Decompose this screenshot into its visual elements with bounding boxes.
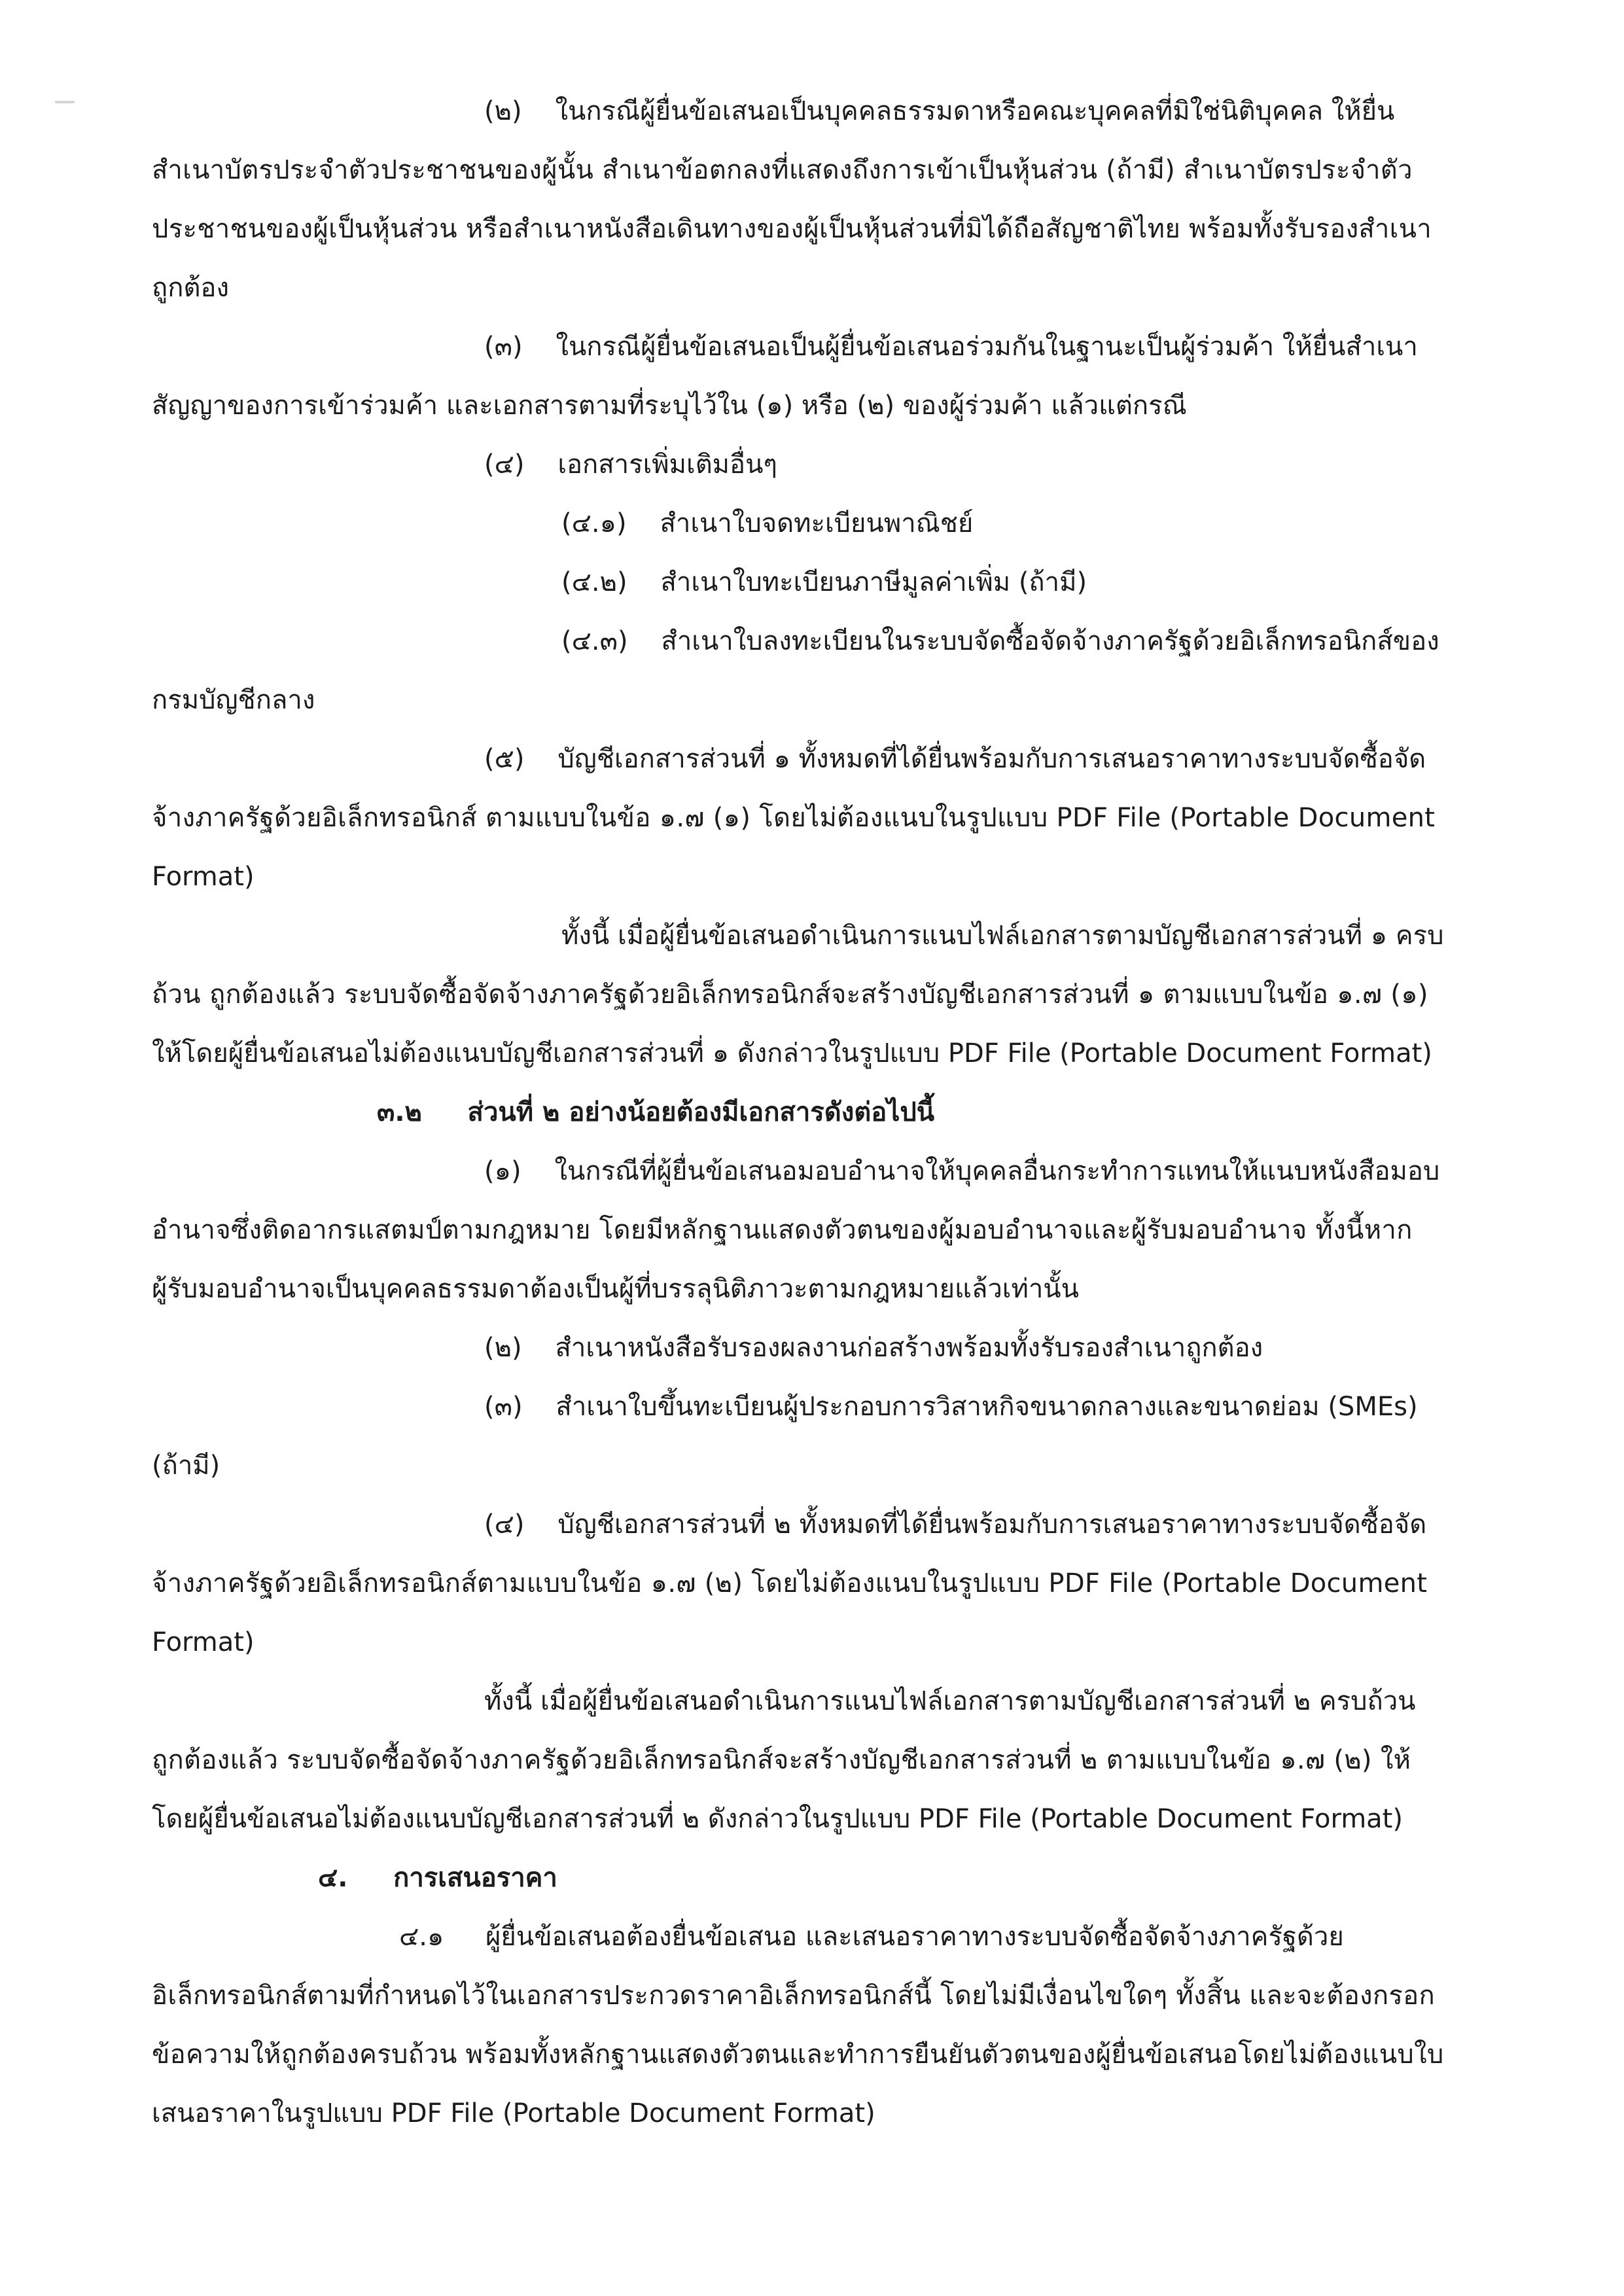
q2-text: สำเนาหนังสือรับรองผลงานก่อสร้างพร้อมทั้งรับรองสำเนาถูกต้อง: [555, 1333, 1263, 1363]
p4-2-text: สำเนาใบทะเบียนภาษีมูลค่าเพิ่ม (ถ้ามี): [660, 567, 1087, 597]
q1-line-1: [484, 1153, 1439, 1190]
q1-line-2: อำนาจซึ่งติดอากรแสตมป์ตามกฎหมาย โดยมีหลักฐานแสดงตัวตนของผู้มอบอำนาจและผู้รับมอบอำนาจ ทั้งนี้หาก: [152, 1215, 1413, 1245]
p4-marker: (๔): [484, 450, 525, 480]
p3-marker: (๓): [484, 332, 523, 362]
q4-marker: (๔): [484, 1510, 525, 1540]
p5-note-line-1: ทั้งนี้ เมื่อผู้ยื่นข้อเสนอดำเนินการแนบไฟล์เอกสารตามบัญชีเอกสารส่วนที่ ๑ ครบ: [561, 921, 1444, 951]
q3-line-2: (ถ้ามี): [152, 1451, 221, 1481]
s41-line-2: อิเล็กทรอนิกส์ตามที่กำหนดไว้ในเอกสารประกวดราคาอิเล็กทรอนิกส์นี้ โดยไม่มีเงื่อนไขใดๆ ทั้งสิ้น และจะต้องกรอก: [152, 1981, 1435, 2011]
p4-line: [484, 446, 777, 483]
p2-line-4: ถูกต้อง: [152, 273, 229, 303]
p4-1-marker: (๔.๑): [561, 508, 627, 539]
p3-text-1: ในกรณีผู้ยื่นข้อเสนอเป็นผู้ยื่นข้อเสนอร่วมกันในฐานะเป็นผู้ร่วมค้า ให้ยื่นสำเนา: [556, 332, 1418, 362]
p5-line-3: Format): [152, 862, 255, 892]
section-3-2-heading: [377, 1094, 934, 1131]
p3-line-1: [484, 328, 1418, 365]
q4-line-3: Format): [152, 1627, 255, 1657]
p4-1-text: สำเนาใบจดทะเบียนพาณิชย์: [660, 508, 974, 539]
q4-note-line-2: ถูกต้องแล้ว ระบบจัดซื้อจัดจ้างภาครัฐด้วยอิเล็กทรอนิกส์จะสร้างบัญชีเอกสารส่วนที่ ๒ ตามแบบในข้อ ๑.๗ (๒) ให้: [152, 1745, 1411, 1775]
section-3-2-title: ส่วนที่ ๒ อย่างน้อยต้องมีเอกสารดังต่อไปนี้: [467, 1097, 935, 1127]
q2-line: [484, 1330, 1263, 1366]
s41-line-4: เสนอราคาในรูปแบบ PDF File (Portable Document Format): [152, 2098, 875, 2128]
p3-line-2: สัญญาของการเข้าร่วมค้า และเอกสารตามที่ระบุไว้ใน (๑) หรือ (๒) ของผู้ร่วมค้า แล้วแต่กรณี: [152, 391, 1187, 421]
section-4-number: ๔.: [318, 1863, 348, 1893]
q4-note-line-1: ทั้งนี้ เมื่อผู้ยื่นข้อเสนอดำเนินการแนบไฟล์เอกสารตามบัญชีเอกสารส่วนที่ ๒ ครบถ้วน: [484, 1686, 1416, 1716]
q4-note-line-3: โดยผู้ยื่นข้อเสนอไม่ต้องแนบบัญชีเอกสารส่วนที่ ๒ ดังกล่าวในรูปแบบ PDF File (Portable Document Format): [152, 1804, 1403, 1834]
p4-1-line: [561, 505, 973, 542]
p2-line-1: [484, 93, 1394, 130]
p5-text-1: บัญชีเอกสารส่วนที่ ๑ ทั้งหมดที่ได้ยื่นพร้อมกับการเสนอราคาทางระบบจัดซื้อจัด: [557, 744, 1426, 774]
p5-note-line-3: ให้โดยผู้ยื่นข้อเสนอไม่ต้องแนบบัญชีเอกสารส่วนที่ ๑ ดังกล่าวในรูปแบบ PDF File (Portable Document Format): [152, 1038, 1432, 1069]
p4-3-marker: (๔.๓): [561, 626, 628, 656]
s41-line-3: ข้อความให้ถูกต้องครบถ้วน พร้อมทั้งหลักฐานแสดงตัวตนและทำการยืนยันตัวตนของผู้ยื่นข้อเสนอโดยไม่ต้องแนบใบ: [152, 2040, 1444, 2070]
s41-number: ๔.๑: [399, 1922, 444, 1952]
p5-note-line-2: ถ้วน ถูกต้องแล้ว ระบบจัดซื้อจัดจ้างภาครัฐด้วยอิเล็กทรอนิกส์จะสร้างบัญชีเอกสารส่วนที่ ๑ ตามแบบในข้อ ๑.๗ (๑): [152, 980, 1428, 1010]
section-3-2-number: ๓.๒: [377, 1097, 422, 1127]
p5-line-2: จ้างภาครัฐด้วยอิเล็กทรอนิกส์ ตามแบบในข้อ ๑.๗ (๑) โดยไม่ต้องแนบในรูปแบบ PDF File (Portable Document: [152, 803, 1436, 833]
scan-speck: [55, 101, 75, 103]
p5-marker: (๕): [484, 744, 525, 774]
q1-line-3: ผู้รับมอบอำนาจเป็นบุคคลธรรมดาต้องเป็นผู้ที่บรรลุนิติภาวะตามกฎหมายแล้วเท่านั้น: [152, 1274, 1079, 1304]
p2-text-1: ในกรณีผู้ยื่นข้อเสนอเป็นบุคคลธรรมดาหรือคณะบุคคลที่มิใช่นิติบุคคล ให้ยื่น: [555, 96, 1395, 126]
q1-marker: (๑): [484, 1156, 521, 1186]
p4-2-marker: (๔.๒): [561, 567, 627, 597]
q3-marker: (๓): [484, 1392, 523, 1422]
p4-3-text: สำเนาใบลงทะเบียนในระบบจัดซื้อจัดจ้างภาครัฐด้วยอิเล็กทรอนิกส์ของ: [661, 626, 1439, 656]
q3-text-1: สำเนาใบขึ้นทะเบียนผู้ประกอบการวิสาหกิจขนาดกลางและขนาดย่อม (SMEs): [556, 1392, 1418, 1422]
q4-line-2: จ้างภาครัฐด้วยอิเล็กทรอนิกส์ตามแบบในข้อ ๑.๗ (๒) โดยไม่ต้องแนบในรูปแบบ PDF File (Portable Document: [152, 1568, 1428, 1598]
p2-line-2: สำเนาบัตรประจำตัวประชาชนของผู้นั้น สำเนาข้อตกลงที่แสดงถึงการเข้าเป็นหุ้นส่วน (ถ้ามี) สำเนาบัตรประจำตัว: [152, 155, 1413, 185]
s41-line-1: [399, 1918, 1344, 1955]
p4-2-line: [561, 564, 1087, 601]
p2-marker: (๒): [484, 96, 522, 126]
p2-line-3: ประชาชนของผู้เป็นหุ้นส่วน หรือสำเนาหนังสือเดินทางของผู้เป็นหุ้นส่วนที่มิได้ถือสัญชาติไทย พร้อมทั้งรับรองสำเนา: [152, 214, 1432, 244]
q2-marker: (๒): [484, 1333, 522, 1363]
s41-text-1: ผู้ยื่นข้อเสนอต้องยื่นข้อเสนอ และเสนอราคาทางระบบจัดซื้อจัดจ้างภาครัฐด้วย: [485, 1922, 1344, 1952]
q1-text-1: ในกรณีที่ผู้ยื่นข้อเสนอมอบอำนาจให้บุคคลอื่นกระทำการแทนให้แนบหนังสือมอบ: [554, 1156, 1440, 1186]
section-4-heading: [318, 1860, 557, 1896]
q4-line-1: [484, 1506, 1426, 1543]
p5-line-1: [484, 741, 1426, 777]
p4-3-line: [561, 623, 1439, 660]
p4-3-cont: กรมบัญชีกลาง: [152, 685, 315, 715]
section-4-title: การเสนอราคา: [393, 1863, 557, 1893]
q3-line-1: [484, 1388, 1418, 1425]
p4-text: เอกสารเพิ่มเติมอื่นๆ: [557, 450, 777, 480]
q4-text-1: บัญชีเอกสารส่วนที่ ๒ ทั้งหมดที่ได้ยื่นพร้อมกับการเสนอราคาทางระบบจัดซื้อจัด: [557, 1510, 1427, 1540]
